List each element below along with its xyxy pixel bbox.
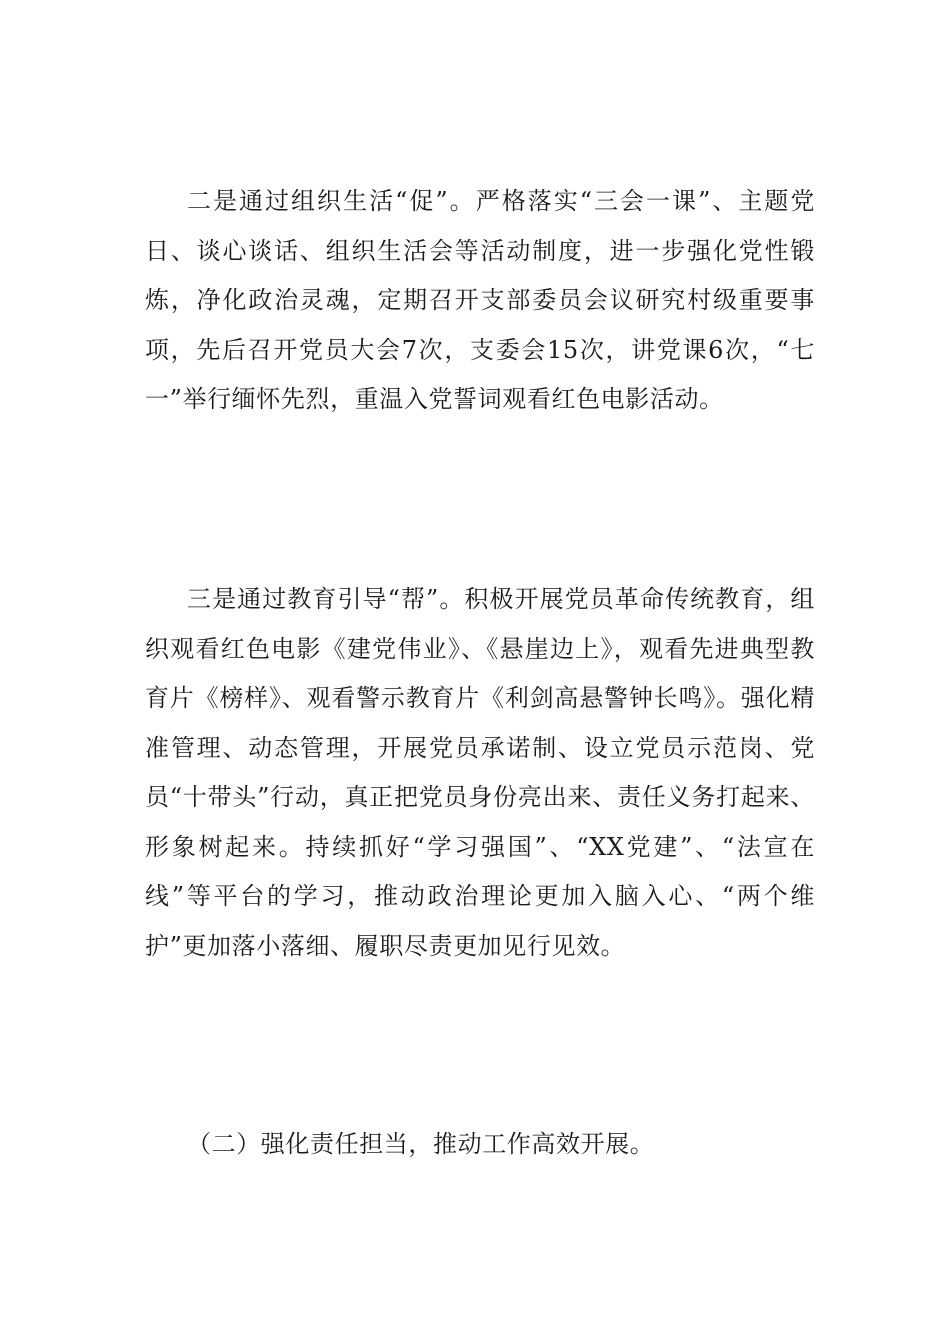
paragraph-education-guidance: 三是通过教育引导“帮”。积极开展党员革命传统教育，组织观看红色电影《建党伟业》、《悬崖边上》，观看先进典型教育片《榜样》、观看警示教育片《利剑高悬警钟长鸣》。强化精准管理、动态管理，开展党员承诺制、设立党员示范岗、党员“十带头”行动，真正把党员身份亮出来、责任义务打起来、形象树起来。持续抓好“学习强国”、“XX党建”、“法宣在线”等平台的学习，推动政治理论更加入脑入心、“两个维护”更加落小落细、履职尽责更加见行见效。 [145,585,815,960]
paragraph-organizational-life: 二是通过组织生活“促”。严格落实“三会一课”、主题党日、谈心谈话、组织生活会等活动制度，进一步强化党性锻炼，净化政治灵魂，定期召开支部委员会议研究村级重要事项，先后召开党员大会7次，支委会15次，讲党课6次，“七一”举行缅怀先烈，重温入党誓词观看红色电影活动。 [145,187,815,413]
section-heading-responsibility: （二）强化责任担当，推动工作高效开展。 [187,1130,655,1158]
